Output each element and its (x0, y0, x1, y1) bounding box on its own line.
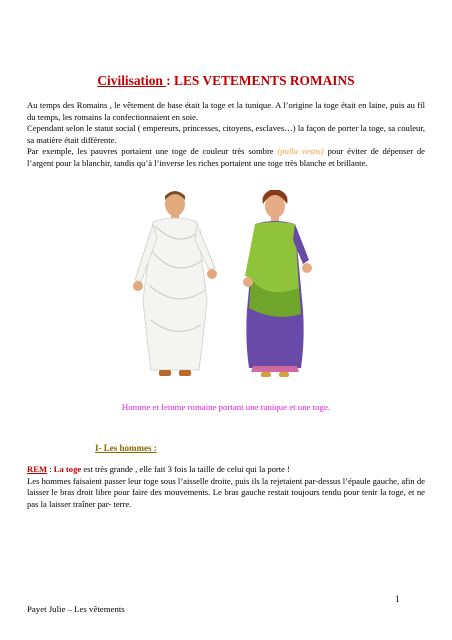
rem-label: REM (27, 464, 48, 474)
title-rest: : LES VETEMENTS ROMAINS (166, 73, 355, 88)
body-paragraph: Les hommes faisaient passer leur toge sous l’aisselle droite, puis ils la rejetaient par-dessus l’épaule gauche, afin de laisser le bras droit libre pour faire des mouvements. Le bras gauche restait toujours tendu pour tenir la toge, et ne pas la laisser traîner par- terre. (27, 475, 425, 509)
page-footer: Payet Julie – Les vêtements (27, 604, 125, 614)
section-heading: I- Les hommes : (95, 443, 157, 453)
title-civilisation: Civilisation (97, 73, 167, 88)
latin-term: (pulla vestis) (277, 146, 324, 157)
roman-woman-figure (243, 190, 312, 377)
image-caption: Homme et femme romaine portant une tunique et une toge. (121, 402, 331, 412)
intro-line-2: Cependant selon le statut social ( empereurs, princesses, citoyens, esclaves…) la façon de porter la toge, sa couleur, sa matière était différente. (27, 123, 425, 145)
page-title (0, 73, 452, 89)
page-number: 1 (395, 594, 400, 604)
rem-sep: : (47, 464, 54, 474)
roman-man-figure (133, 191, 217, 376)
toge-term: La toge (53, 464, 82, 474)
roman-couple-illustration (95, 190, 355, 380)
intro-line-1: Au temps des Romains , le vêtement de base était la toge et la tunique. A l’origine la toge était en laine, puis au fil du temps, les romains la confectionnaient en soie. (27, 100, 425, 122)
rem-text: est très grande , elle fait 3 fois la taille de celui qui la porte ! (81, 464, 291, 474)
intro-paragraph (27, 100, 425, 170)
intro-line-3b: pour éviter de dépenser de l’argent pour la blanchir, tandis qu’à l’inverse les riches portaient une toge très blanche et brillante. (27, 146, 425, 168)
rem-paragraph (27, 464, 425, 510)
intro-line-3a: Par exemple, les pauvres portaient une toge de couleur très sombre (27, 146, 278, 157)
